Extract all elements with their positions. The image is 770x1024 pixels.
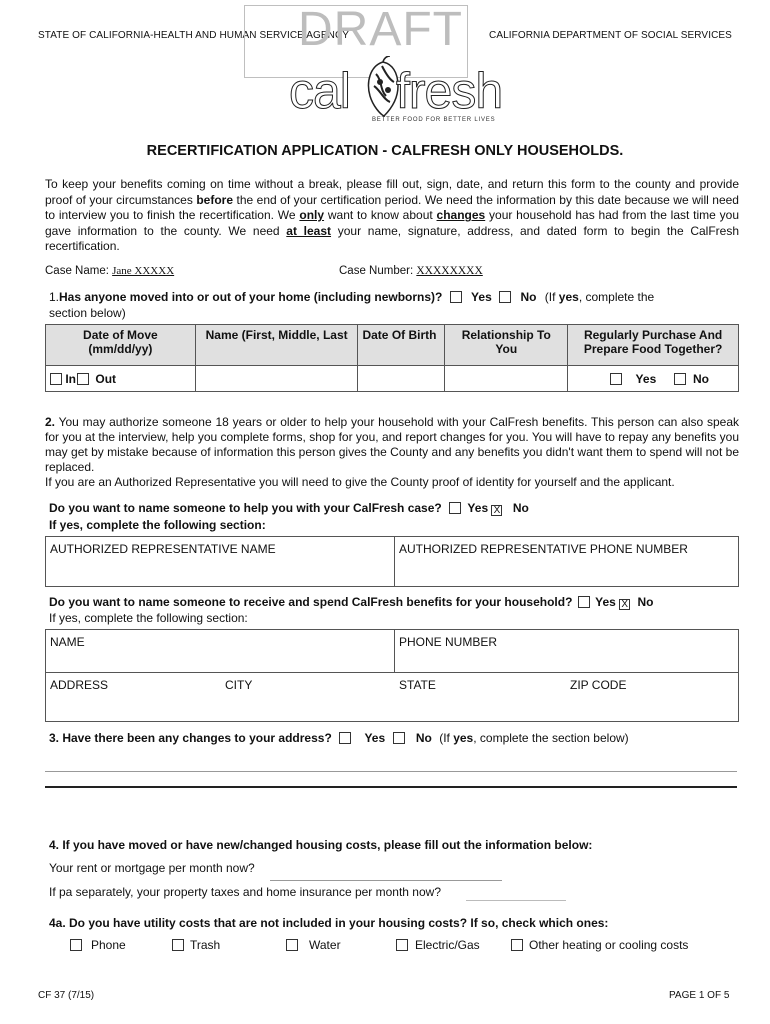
q2-ask-spend-sub: If yes, complete the following section: [49,611,248,625]
case-name-field[interactable] [45,265,174,277]
ar-phone-field[interactable]: AUTHORIZED REPRESENTATIVE PHONE NUMBER [399,542,688,556]
q3-question: 3. Have there been any changes to your address? Yes No (If yes, complete the section below) [49,731,629,745]
q2-paragraph: 2. You may authorize someone 18 years or older to help your household with your CalFresh benefits. This person can also speak for you at the interview, help you complete forms, shop for you, and report changes for you. You will have to repay any benefits you may get by mistake because of information this person gives the County and any benefits you didn't want them to spend will not be replaced. [45,415,739,474]
intro-paragraph: To keep your benefits coming on time without a break, please fill out, sign, date, and return this form to the county and provide proof of your circumstances before the end of your certification period. We need the information by this date because we will need to interview you to finish the recertification. We only want to know about changes your household has had from the last time you gave information to the county. We need at least your name, signature, address, and dated form to begin the CalFresh recertification. [45,177,740,254]
purchase-yes-checkbox[interactable] [610,373,622,385]
recipient-table [45,629,739,722]
case-number-field[interactable] [339,265,483,277]
q4a-question: 4a. Do you have utility costs that are not included in your housing costs? If so, check which ones: [49,916,609,930]
q2-ask-help: Do you want to name someone to help you with your CalFresh case? Yes X No [49,501,529,516]
utility-trash[interactable]: Trash [172,938,220,952]
header-purchase-prepare: Regularly Purchase And Prepare Food Together? [568,325,739,366]
spend-yes-checkbox[interactable] [578,596,590,608]
address-change-no-checkbox[interactable] [393,732,405,744]
move-out-checkbox[interactable] [77,373,89,385]
utility-phone[interactable]: Phone [70,938,126,952]
purchase-no-checkbox[interactable] [674,373,686,385]
q4-question: 4. If you have moved or have new/changed housing costs, please fill out the information below: [49,838,593,852]
draft-watermark: DRAFT [298,3,463,56]
logo-text-right: fresh [396,63,503,119]
q2-paragraph-2: If you are an Authorized Representative you will need to give the County proof of identity for yourself and the applicant. [45,475,675,489]
q2-ask-spend: Do you want to name someone to receive and spend CalFresh benefits for your household? Yes X No [49,595,654,610]
utility-other-checkbox[interactable] [511,939,523,951]
recipient-col-divider [394,629,395,672]
help-no-checkbox[interactable]: X [491,505,502,516]
q1-question: 1.Has anyone moved into or out of your home (including newborns)? Yes No (If yes, complete the [49,290,655,304]
move-in-checkbox[interactable] [50,373,62,385]
table-row [46,366,739,392]
q1-question-line2: section below) [49,306,126,320]
form-number: CF 37 (7/15) [38,990,95,1001]
tax-input-line[interactable] [466,900,566,901]
new-address-line-1[interactable] [45,771,737,772]
utility-water-checkbox[interactable] [286,939,298,951]
utility-electric-gas[interactable]: Electric/Gas [396,938,480,952]
name-cell[interactable] [195,366,358,392]
dob-cell[interactable] [358,366,445,392]
logo-text-left: cal [289,63,350,119]
header-date-of-birth: Date Of Birth [358,325,445,366]
logo-tagline: BETTER FOOD FOR BETTER LIVES [372,117,496,123]
case-name-label: Case Name: [45,265,109,277]
recipient-row-divider [45,672,739,673]
recipient-name-field[interactable]: NAME [50,635,85,649]
move-in-out-cell[interactable]: In Out [46,366,196,392]
utility-electric-gas-checkbox[interactable] [396,939,408,951]
new-address-line-2[interactable] [45,786,737,788]
utility-trash-checkbox[interactable] [172,939,184,951]
utility-other[interactable]: Other heating or cooling costs [511,938,688,952]
header-relationship: Relationship To You [445,325,568,366]
address-change-yes-checkbox[interactable] [339,732,351,744]
relationship-cell[interactable] [445,366,568,392]
recipient-phone-field[interactable]: PHONE NUMBER [399,635,498,649]
header-date-of-move: Date of Move (mm/dd/yy) [46,325,196,366]
ar-divider [394,536,395,587]
agency-header: STATE OF CALIFORNIA-HEALTH AND HUMAN SERVICE AGENCY [38,30,350,41]
household-changes-table [45,324,739,392]
q1-no-checkbox[interactable] [499,291,511,303]
ar-name-field[interactable]: AUTHORIZED REPRESENTATIVE NAME [50,542,276,556]
help-yes-checkbox[interactable] [449,502,461,514]
form-title: RECERTIFICATION APPLICATION - CALFRESH ONLY HOUSEHOLDS. [146,143,624,159]
recipient-city-field[interactable]: CITY [225,678,253,692]
case-number-value[interactable]: XXXXXXXX [416,265,483,277]
recipient-address-field[interactable]: ADDRESS [50,678,109,692]
recipient-state-field[interactable]: STATE [399,678,436,692]
case-name-value[interactable]: Jane XXXXX [112,265,175,277]
utility-water[interactable]: Water [286,938,341,952]
purchase-prepare-cell[interactable]: Yes No [568,366,739,392]
table-header-row [46,325,739,366]
rent-question: Your rent or mortgage per month now? [49,861,255,875]
case-number-label: Case Number: [339,265,414,277]
q2-ask-help-sub: If yes, complete the following section: [49,518,266,532]
q1-yes-checkbox[interactable] [450,291,462,303]
utility-phone-checkbox[interactable] [70,939,82,951]
spend-no-checkbox[interactable]: X [619,599,630,610]
header-name: Name (First, Middle, Last [195,325,358,366]
tax-question: If pa separately, your property taxes and home insurance per month now? [49,885,441,899]
department-header: CALIFORNIA DEPARTMENT OF SOCIAL SERVICES [489,30,732,41]
page-number: PAGE 1 OF 5 [669,990,730,1001]
recipient-zip-field[interactable]: ZIP CODE [570,678,627,692]
rent-input-line[interactable] [270,880,502,881]
